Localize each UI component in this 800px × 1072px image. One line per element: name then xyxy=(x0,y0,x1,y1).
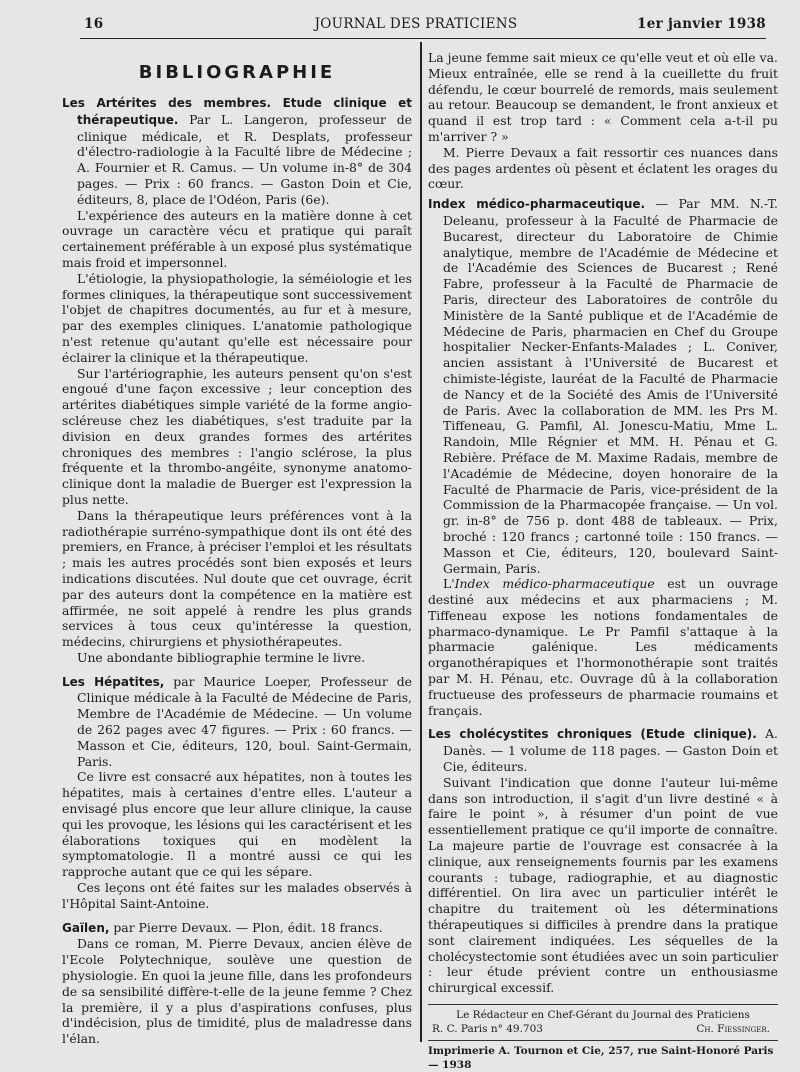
italic-book-title: Index médico-pharmaceutique xyxy=(454,576,655,592)
review-arterites xyxy=(62,95,412,666)
imprint-footer xyxy=(428,1004,778,1072)
book-title: Index médico-pharmaceutique. xyxy=(428,197,646,212)
paragraph-rest: est un ouvrage destiné aux médecins et aux pharmaciens ; M. Tiffeneau expose les notions fondamentales de pharmaco-dynamique. Le Pr Pamfil s'attaque à la pharmacie galénique. Les médicaments organothérapiques et l'hormonothérapie sont traités par M. H. Pénau, etc. Ouvrage dû à la collaboration fructueuse des professeurs de pharmacie roumains et français. xyxy=(428,576,778,718)
review-paragraph: Dans la thérapeutique leurs préférences vont à la radiothérapie surréno-sympathique dont ils ont été des premiers, en France, à préciser l'emploi et les résultats ; mais les autres procédés sont bien exposés et leurs indications discutées. Nul doute que cet ouvrage, écrit par des auteurs dont la compétence en la matière est affirmée, ne soit appelé à rendre les plus grands services à tous ceux qu'intéresse la question, médecins, chirurgiens et physiothérapeutes. xyxy=(62,507,412,650)
book-byline: A. Danès. — 1 volume de 118 pages. — Gaston Doin et Cie, éditeurs. xyxy=(443,726,778,775)
header-rule xyxy=(80,38,766,39)
book-byline: Par L. Langeron, professeur de clinique médicale, et R. Desplats, professeur d'électro-radiologie à la Faculté libre de Médecine ; A. Fournier et R. Camus. — Un volume in-8° de 304 pages. — Prix : 60 francs. — Gaston Doin et Cie, éditeurs, 8, place de l'Odéon, Paris (6e). xyxy=(77,111,412,207)
book-title: Les Hépatites, xyxy=(62,674,165,689)
review-paragraph-continued: La jeune femme sait mieux ce qu'elle veut et où elle va. Mieux entraînée, elle se rend à la cueillette du fruit défendu, le cœur bourrelé de remords, mais seulement au retour. Beaucoup se demandent, le front anxieux et quand il est trop tard : « Comment cela a-t-il pu m'arriver ? » xyxy=(428,50,778,144)
book-byline: par Maurice Loeper, Professeur de Clinique médicale à la Faculté de Médecine de Paris, Membre de l'Académie de Médecine. — Un volume de 262 pages avec 47 figures. — Prix : 60 francs. — Masson et Cie, éditeurs, 120, boul. Saint-Germain, Paris. xyxy=(77,673,412,769)
rc-signature-line xyxy=(428,1022,778,1036)
review-gailen xyxy=(62,920,412,1047)
review-heading xyxy=(62,95,412,208)
column-divider xyxy=(420,42,422,1042)
review-paragraph: L'étiologie, la physiopathologie, la séméiologie et les formes cliniques, la thérapeutique sont successivement l'objet de chapitres documentés, au fur et à mesure, par des exemples cliniques. L'anatomie pathologique n'est retenue qu'autant qu'elle est nécessaire pour éclairer la clinique et la thérapeutique. xyxy=(62,270,412,365)
rc-number: R. C. Paris n° 49.703 xyxy=(432,1023,543,1036)
review-heading xyxy=(62,920,412,937)
review-paragraph: Sur l'artériographie, les auteurs pensent qu'on s'est engoué d'une façon excessive ; leur conception des artérites diabétiques simple variété de la forme angio-scléreuse chez les diabétiques, s'est traduite par la division en deux grandes formes des artérites chroniques des membres : l'angio sclérose, la plus fréquente et la thrombo-angéite, synonyme anatomo-clinique dont la maladie de Buerger est l'expression la plus nette. xyxy=(62,365,412,507)
page-number: 16 xyxy=(84,16,104,32)
section-title: BIBLIOGRAPHIE xyxy=(138,62,336,83)
review-paragraph: Une abondante bibliographie termine le livre. xyxy=(77,649,366,665)
book-title: Les Artérites des membres. Etude clinique et thérapeutique. xyxy=(62,96,412,127)
review-paragraph: Suivant l'indication que donne l'auteur lui-même dans son introduction, il s'agit d'un livre destiné « à faire le point », à résumer d'un point de vue essentiellement pratique ce qu'il importe de connaître. La majeure partie de l'ouvrage est consacrée à la clinique, aux renseignements fournis par les examens courants : tubage, radiographie, et au diagnostic différentiel. On lira avec un particulier intérêt le chapitre du traitement où les déterminations thérapeutiques si difficiles à prendre dans la pratique sont clairement indiquées. Les séquelles de la cholécystectomie sont étudiées avec un soin particulier : leur étude prévient contre un enthousiasme chirurgical excessif. xyxy=(428,774,778,996)
review-index-medico xyxy=(428,196,778,718)
book-title: Gaïlen, xyxy=(62,920,110,935)
review-paragraph: M. Pierre Devaux a fait ressortir ces nuances dans des pages ardentes où pèsent et éclatent les orages du cœur. xyxy=(428,144,778,192)
editor-signature: Ch. Fiessinger. xyxy=(696,1023,770,1036)
redacteur-line: Le Rédacteur en Chef-Gérant du Journal des Praticiens xyxy=(456,1009,750,1022)
review-paragraph: Dans ce roman, M. Pierre Devaux, ancien élève de l'Ecole Polytechnique, soulève une question de physiologie. En quoi la jeune fille, dans les profondeurs de sa sensibilité diffère-t-elle de la jeune femme ? Chez la première, il y a plus d'aspirations confuses, plus d'indécision, plus de timidité, plus de maladresse dans l'élan. xyxy=(62,936,412,1047)
book-title: Les cholécystites chroniques (Etude clinique). xyxy=(428,727,757,742)
review-cholecystites xyxy=(428,726,778,996)
book-byline: — Par MM. N.-T. Deleanu, professeur à la Faculté de Pharmacie de Bucarest, directeur du Laboratoire de Chimie analytique, membre de l'Académie de Médecine et de l'Académie des Sciences de Bucarest ; René Fabre, professeur à la Faculté de Pharmacie de Paris, directeur des Laboratoires de contrôle du Ministère de la Santé publique et de l'Académie de Médecine de Paris, pharmacien en Chef du Groupe hospitalier Necker-Enfants-Malades ; L. Coniver, ancien assistant à l'Université de Bucarest et chimiste-légiste, lauréat de la Faculté de Pharmacie de Nancy et de la Société des Amis de l'Université de Paris. Avec la collaboration de MM. les Prs M. Tiffeneau, G. Pamfil, Al. Jonescu-Matiu, Mme L. Randoin, Mlle Régnier et MM. H. Pénau et G. Rebière. Préface de M. Maxime Radais, membre de l'Académie de Médecine, doyen honoraire de la Faculté de Pharmacie de Paris, vice-président de la Commission de la Pharmacopée française. — Un vol. gr. in-8° de 756 p. dont 488 de tableaux. — Prix, broché : 120 francs ; cartonné toile : 150 francs. — Masson et Cie, éditeurs, 120, boulevard Saint-Germain, Paris. xyxy=(443,196,778,576)
review-heading xyxy=(428,196,778,576)
book-byline: par Pierre Devaux. — Plon, édit. 18 francs. xyxy=(113,919,383,935)
review-heading xyxy=(428,726,778,774)
left-column xyxy=(62,54,412,1047)
journal-title: JOURNAL DES PRATICIENS xyxy=(314,16,518,32)
issue-date: 1er janvier 1938 xyxy=(637,16,766,32)
footer-rule xyxy=(428,1004,778,1005)
paragraph-prefix: L' xyxy=(443,576,455,592)
review-paragraph: Ces leçons ont été faites sur les malades observés à l'Hôpital Saint-Antoine. xyxy=(62,880,412,911)
footer-rule xyxy=(428,1040,778,1041)
right-column xyxy=(428,50,778,1072)
printer-line: Imprimerie A. Tournon et Cie, 257, rue Saint-Honoré Paris — 1938 xyxy=(428,1045,774,1072)
review-hepatites xyxy=(62,674,412,912)
review-paragraph: L'expérience des auteurs en la matière donne à cet ouvrage un caractère vécu et pratique qui paraît certainement préférable à un exposé plus systématique mais froid et impersonnel. xyxy=(62,207,412,270)
page-header xyxy=(66,14,766,38)
review-paragraph: Ce livre est consacré aux hépatites, non à toutes les hépatites, mais à certaines d'entre elles. L'auteur a envisagé plus encore que leur allure clinique, la cause qui les provoque, les lésions qui les caractérisent et les élaborations toxiques qui en modèlent la symptomatologie. Il a montré aussi ce qui les rapproche autant que ce qui les sépare. xyxy=(62,769,412,880)
review-paragraph xyxy=(428,576,778,718)
review-heading xyxy=(62,674,412,770)
